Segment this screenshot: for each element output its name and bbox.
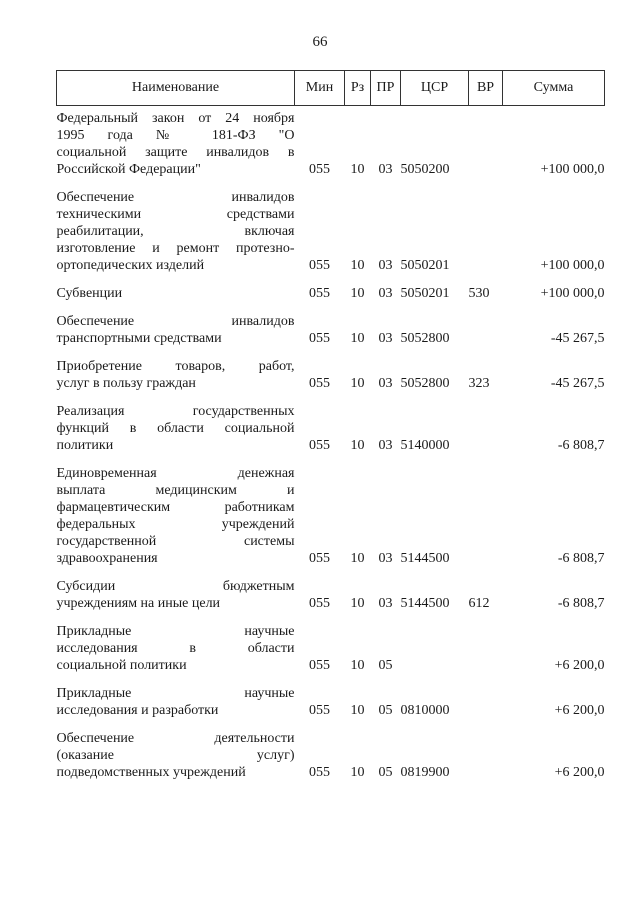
row-rz: 10 (350, 331, 365, 346)
row-name-line: здравоохранения (56, 551, 158, 566)
row-vr (469, 719, 503, 781)
header-min: Мин (295, 71, 345, 106)
row-vr: 612 (468, 596, 490, 611)
row-name-line: социальной политики (56, 658, 187, 673)
row-min: 055 (309, 596, 330, 611)
row-pr: 05 (378, 765, 393, 780)
row-pr: 05 (378, 658, 393, 673)
row-vr (469, 392, 503, 454)
row-pr: 03 (378, 376, 393, 391)
row-csr: 0810000 (400, 703, 450, 718)
row-name (57, 274, 295, 302)
header-sum: Сумма (503, 71, 605, 106)
row-name-line: Приобретение товаров, работ, (56, 359, 295, 374)
row-name-line: федеральных учреждений (56, 517, 295, 532)
row-name-line: Российской Федерации" (56, 162, 201, 177)
row-pr: 03 (378, 331, 393, 346)
row-rz: 10 (350, 286, 365, 301)
row-name-line: подведомственных учреждений (56, 765, 246, 780)
row-min: 055 (309, 438, 330, 453)
table-row (57, 106, 605, 179)
row-min: 055 (309, 331, 330, 346)
row-rz: 10 (350, 658, 365, 673)
page-number: 66 (312, 34, 328, 50)
row-vr (469, 178, 503, 274)
table-row (57, 612, 605, 674)
table-row (57, 392, 605, 454)
row-min: 055 (309, 703, 330, 718)
row-sum: +6 200,0 (554, 658, 605, 673)
row-csr: 5052800 (400, 376, 450, 391)
row-name-line: Субвенции (56, 286, 123, 301)
table-row (57, 302, 605, 347)
row-name-line: исследования в области (56, 641, 295, 656)
table-row (57, 674, 605, 719)
row-name-line: Обеспечение деятельности (56, 731, 295, 746)
row-rz: 10 (350, 162, 365, 177)
table-row (57, 567, 605, 612)
row-name-line: политики (56, 438, 114, 453)
row-rz: 10 (350, 765, 365, 780)
row-name-line: исследования и разработки (56, 703, 219, 718)
row-min: 055 (309, 286, 330, 301)
row-pr: 03 (378, 258, 393, 273)
row-name (57, 567, 295, 612)
row-name-line: Прикладные научные (56, 686, 295, 701)
row-vr (469, 674, 503, 719)
row-rz: 10 (350, 703, 365, 718)
row-min: 055 (309, 551, 330, 566)
row-name (57, 347, 295, 392)
row-name-line: транспортными средствами (56, 331, 222, 346)
row-name (57, 612, 295, 674)
row-csr: 0819900 (400, 765, 450, 780)
table-row (57, 719, 605, 781)
row-sum: +100 000,0 (540, 286, 605, 301)
budget-table (56, 70, 605, 781)
row-sum: +6 200,0 (554, 703, 605, 718)
row-pr: 05 (378, 703, 393, 718)
row-name (57, 178, 295, 274)
row-name-line: Федеральный закон от 24 ноября (56, 111, 295, 126)
row-name (57, 674, 295, 719)
row-sum: -6 808,7 (557, 596, 605, 611)
row-sum: -45 267,5 (550, 331, 605, 346)
row-min: 055 (309, 258, 330, 273)
row-min: 055 (309, 658, 330, 673)
row-name-line: изготовление и ремонт протезно- (56, 241, 295, 256)
row-rz: 10 (350, 376, 365, 391)
row-name-line: фармацевтическим работникам (56, 500, 295, 515)
row-csr: 5140000 (400, 438, 450, 453)
row-min: 055 (309, 162, 330, 177)
row-name-line: 1995 года № 181-ФЗ "О (56, 128, 295, 143)
row-csr: 5052800 (400, 331, 450, 346)
table-body (57, 106, 605, 782)
row-name (57, 106, 295, 179)
row-vr: 530 (468, 286, 490, 301)
row-name-line: Прикладные научные (56, 624, 295, 639)
row-rz: 10 (350, 596, 365, 611)
row-name (57, 392, 295, 454)
row-rz: 10 (350, 438, 365, 453)
row-name-line: учреждениям на иные цели (56, 596, 221, 611)
row-name-line: Обеспечение инвалидов (56, 314, 295, 329)
row-pr: 03 (378, 162, 393, 177)
table-row (57, 178, 605, 274)
row-pr: 03 (378, 596, 393, 611)
row-vr (469, 302, 503, 347)
row-name (57, 719, 295, 781)
row-csr: 5050200 (400, 162, 450, 177)
row-csr: 5050201 (400, 286, 450, 301)
header-name: Наименование (57, 71, 295, 106)
row-name-line: государственной системы (56, 534, 295, 549)
row-name-line: Единовременная денежная (56, 466, 295, 481)
row-name-line: техническими средствами (56, 207, 295, 222)
row-vr: 323 (468, 376, 490, 391)
row-name-line: выплата медицинским и (56, 483, 295, 498)
row-sum: +100 000,0 (540, 258, 605, 273)
row-csr: 5144500 (400, 596, 450, 611)
row-sum: -6 808,7 (557, 438, 605, 453)
row-name-line: (оказание услуг) (56, 748, 295, 763)
row-vr (469, 612, 503, 674)
row-rz: 10 (350, 258, 365, 273)
row-name-line: Обеспечение инвалидов (56, 190, 295, 205)
row-pr: 03 (378, 551, 393, 566)
row-name (57, 302, 295, 347)
row-name (57, 454, 295, 567)
row-sum: +100 000,0 (540, 162, 605, 177)
row-name-line: услуг в пользу граждан (56, 376, 196, 391)
row-sum: +6 200,0 (554, 765, 605, 780)
row-sum: -6 808,7 (557, 551, 605, 566)
table-header-row (57, 71, 605, 106)
row-pr: 03 (378, 286, 393, 301)
row-vr (469, 454, 503, 567)
row-csr: 5144500 (400, 551, 450, 566)
row-csr (401, 612, 469, 674)
header-pr: ПР (371, 71, 401, 106)
row-name-line: Субсидии бюджетным (56, 579, 295, 594)
row-min: 055 (309, 765, 330, 780)
header-vr: ВР (469, 71, 503, 106)
header-csr: ЦСР (401, 71, 469, 106)
row-rz: 10 (350, 551, 365, 566)
row-pr: 03 (378, 438, 393, 453)
table-row (57, 347, 605, 392)
row-name-line: функций в области социальной (56, 421, 295, 436)
row-name-line: ортопедических изделий (56, 258, 205, 273)
row-name-line: реабилитации, включая (56, 224, 295, 239)
row-sum: -45 267,5 (550, 376, 605, 391)
table-row (57, 454, 605, 567)
table-row (57, 274, 605, 302)
row-min: 055 (309, 376, 330, 391)
row-csr: 5050201 (400, 258, 450, 273)
row-name-line: Реализация государственных (56, 404, 295, 419)
row-vr (469, 106, 503, 179)
row-name-line: социальной защите инвалидов в (56, 145, 295, 160)
header-rz: Рз (345, 71, 371, 106)
